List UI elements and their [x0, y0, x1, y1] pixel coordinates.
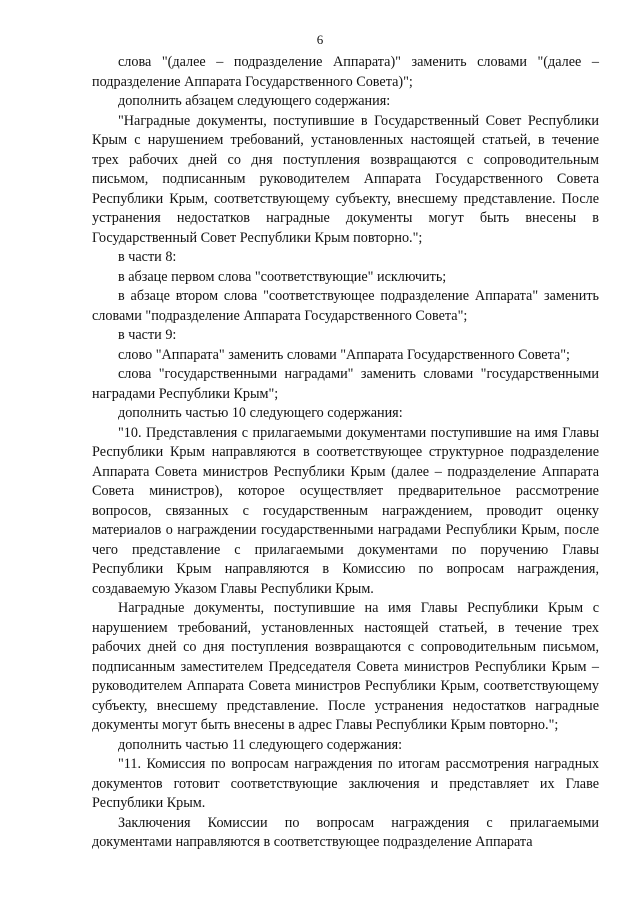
paragraph: дополнить абзацем следующего содержания:	[118, 93, 391, 109]
paragraph: слова "государственными наградами" заменить словами "государственными наградами Республики Крым";	[92, 366, 599, 402]
page-number: 6	[316, 32, 324, 47]
paragraph: слова "(далее – подразделение Аппарата)" заменить словами "(далее – подразделение Аппарата Государственного Совета)";	[92, 54, 599, 90]
paragraph: в части 8:	[118, 249, 177, 265]
paragraph: "11. Комиссия по вопросам награждения по итогам рассмотрения наградных документов готовит соответствующие заключения и представляет их Главе Республики Крым.	[92, 756, 599, 811]
document-body	[92, 53, 599, 853]
paragraph: слово "Аппарата" заменить словами "Аппарата Государственного Совета";	[118, 346, 570, 363]
paragraph: в абзаце первом слова "соответствующие" исключить;	[118, 268, 447, 285]
paragraph: "Наградные документы, поступившие в Государственный Совет Республики Крым с нарушением требований, установленных настоящей статьей, в течение трех рабочих дней со дня поступления возвращаются с сопроводительным письмом, подписанным руководителем Аппарата Государственного Совета Республики Крым, соответствующему субъекту, внесшему представление. После устранения недостатков наградные документы могут быть внесены в Государственный Совет Республики Крым повторно.";	[92, 112, 599, 246]
paragraph: Заключения Комиссии по вопросам награждения с прилагаемыми документами направляются в соответствующее подразделение Аппарата	[92, 814, 599, 850]
paragraph: в абзаце втором слова "соответствующее подразделение Аппарата" заменить словами "подразделение Аппарата Государственного Совета";	[92, 288, 599, 324]
paragraph: в части 9:	[118, 327, 177, 343]
paragraph: дополнить частью 10 следующего содержания:	[118, 405, 403, 421]
paragraph: "10. Представления с прилагаемыми документами поступившие на имя Главы Республики Крым направляются в соответствующее структурное подразделение Аппарата Совета министров Республики Крым (далее – подразделение Аппарата Совета министров), которое осуществляет предварительное рассмотрение вопросов, связанных с государственным награждением, проводит оценку материалов о награждении государственными наградами Республики Крым, после чего представление с прилагаемыми документами по поручению Главы Республики Крым направляются в Комиссию по вопросам награждения, создаваемую Указом Главы Республики Крым.	[92, 424, 599, 597]
paragraph: дополнить частью 11 следующего содержания:	[118, 736, 403, 753]
paragraph: Наградные документы, поступившие на имя Главы Республики Крым с нарушением требований, установленных настоящей статьей, в течение трех рабочих дней со дня поступления возвращаются с сопроводительным письмом, подписанным заместителем Председателя Совета министров Республики Крым – руководителем Аппарата Совета министров Республики Крым, соответствующему субъекту, внесшему представление. После устранения недостатков наградные документы могут быть внесены в адрес Главы Республики Крым повторно.";	[92, 600, 599, 733]
